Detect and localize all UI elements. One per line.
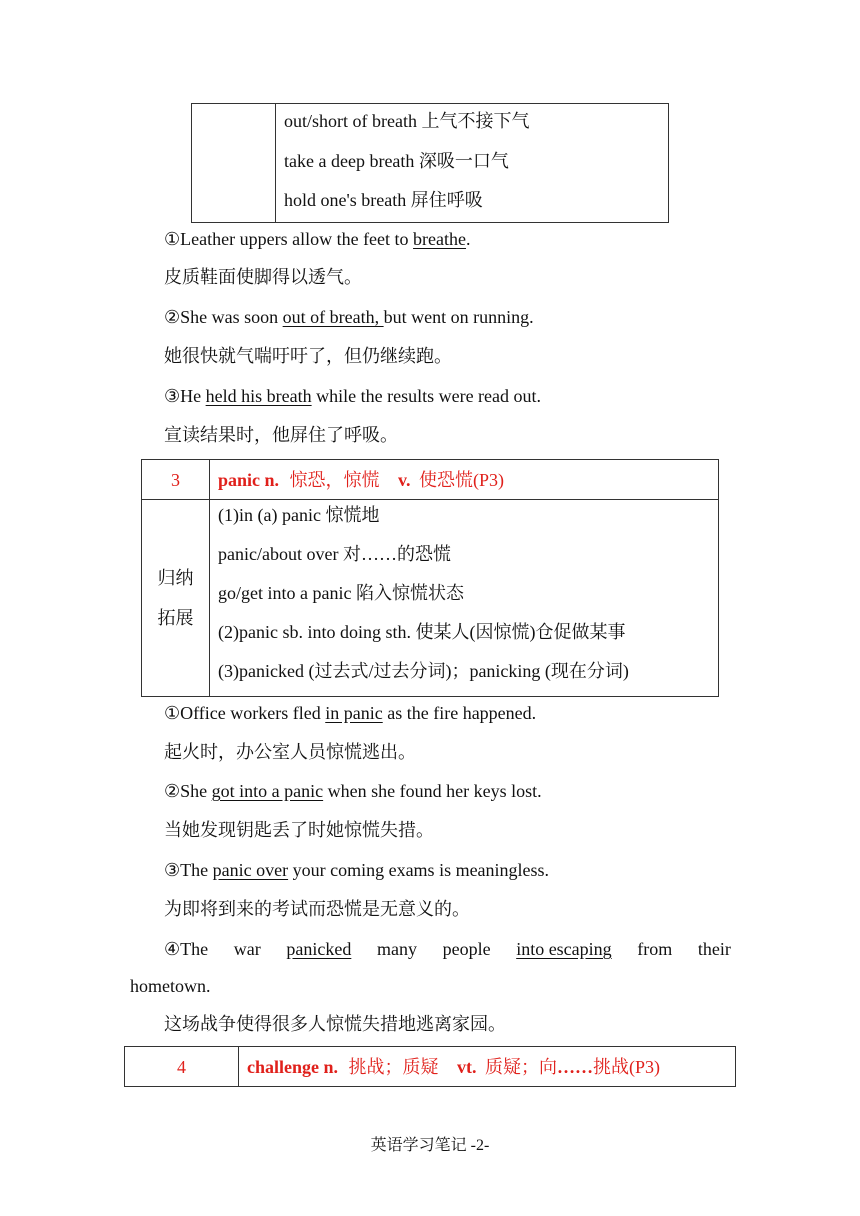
challenge-table [124,1046,736,1087]
breath-example-1-zh: 皮质鞋面使脚得以透气。 [164,267,362,287]
panic-content-cell [210,500,719,697]
breath-phrase-1: out/short of breath 上气不接下气 [284,111,530,131]
challenge-heading-n: 挑战；质疑 [348,1056,439,1077]
breath-example-3-zh: 宣读结果时，他屏住了呼吸。 [164,425,398,445]
panic-heading-word: panic n. [218,469,280,490]
panic-example-2: ②She got into a panic when she found her keys lost. [164,781,542,801]
breath-example-2-zh: 她很快就气喘吁吁了，但仍继续跑。 [164,346,452,366]
breath-phrase-2: take a deep breath 深吸一口气 [284,151,509,171]
panic-line-5: (3)panicked (过去式/过去分词)；panicking (现在分词) [218,661,629,681]
breath-example-3: ③He held his breath while the results were read out. [164,386,542,406]
panic-side-label-1: 归纳 [157,568,194,588]
panic-example-1: ①Office workers fled in panic as the fire happened. [164,703,537,723]
panic-heading-cell [210,460,719,500]
challenge-heading-v-meaning: 质疑；向……挑战(P3) [485,1056,661,1077]
challenge-number-cell [125,1047,239,1087]
panic-example-4-zh: 这场战争使得很多人惊慌失措地逃离家园。 [164,1014,506,1034]
panic-example-2-zh: 当她发现钥匙丢了时她惊慌失措。 [164,820,434,840]
panic-line-3: go/get into a panic 陷入惊慌状态 [218,583,464,603]
challenge-heading-word: challenge n. [247,1056,339,1077]
challenge-heading-v: vt. [457,1056,477,1077]
panic-line-2: panic/about over 对……的恐慌 [218,544,451,564]
panic-example-3: ③The panic over your coming exams is meaningless. [164,860,550,880]
breath-phrase-3: hold one's breath 屏住呼吸 [284,190,483,210]
panic-side-cell [142,500,210,697]
breath-table-side-cell [192,104,276,223]
panic-example-3-zh: 为即将到来的考试而恐慌是无意义的。 [164,899,470,919]
breath-table-content-cell [276,104,669,223]
breath-phrases-table [191,103,669,223]
panic-side-label-2: 拓展 [157,608,194,628]
panic-heading-n: 惊恐，惊慌 [289,469,380,490]
panic-line-1: (1)in (a) panic 惊慌地 [218,505,380,525]
panic-table [141,459,719,697]
breath-example-2: ②She was soon out of breath, but went on running. [164,307,534,327]
panic-example-4: ④The war panicked many people into escaping from their [164,939,731,959]
panic-number-cell [142,460,210,500]
panic-heading-v: v. [398,469,411,490]
panic-example-1-zh: 起火时，办公室人员惊慌逃出。 [164,742,416,762]
panic-line-4: (2)panic sb. into doing sth. 使某人(因惊慌)仓促做某事 [218,622,626,642]
page-footer: 英语学习笔记 -2- [370,1137,490,1154]
challenge-number: 4 [177,1056,186,1077]
breath-example-1: ①Leather uppers allow the feet to breathe. [164,229,471,249]
panic-heading-v-meaning: 使恐慌(P3) [419,469,505,490]
panic-number: 3 [171,469,180,490]
panic-example-4-line2: hometown. [130,976,211,996]
challenge-heading-cell [239,1047,736,1087]
